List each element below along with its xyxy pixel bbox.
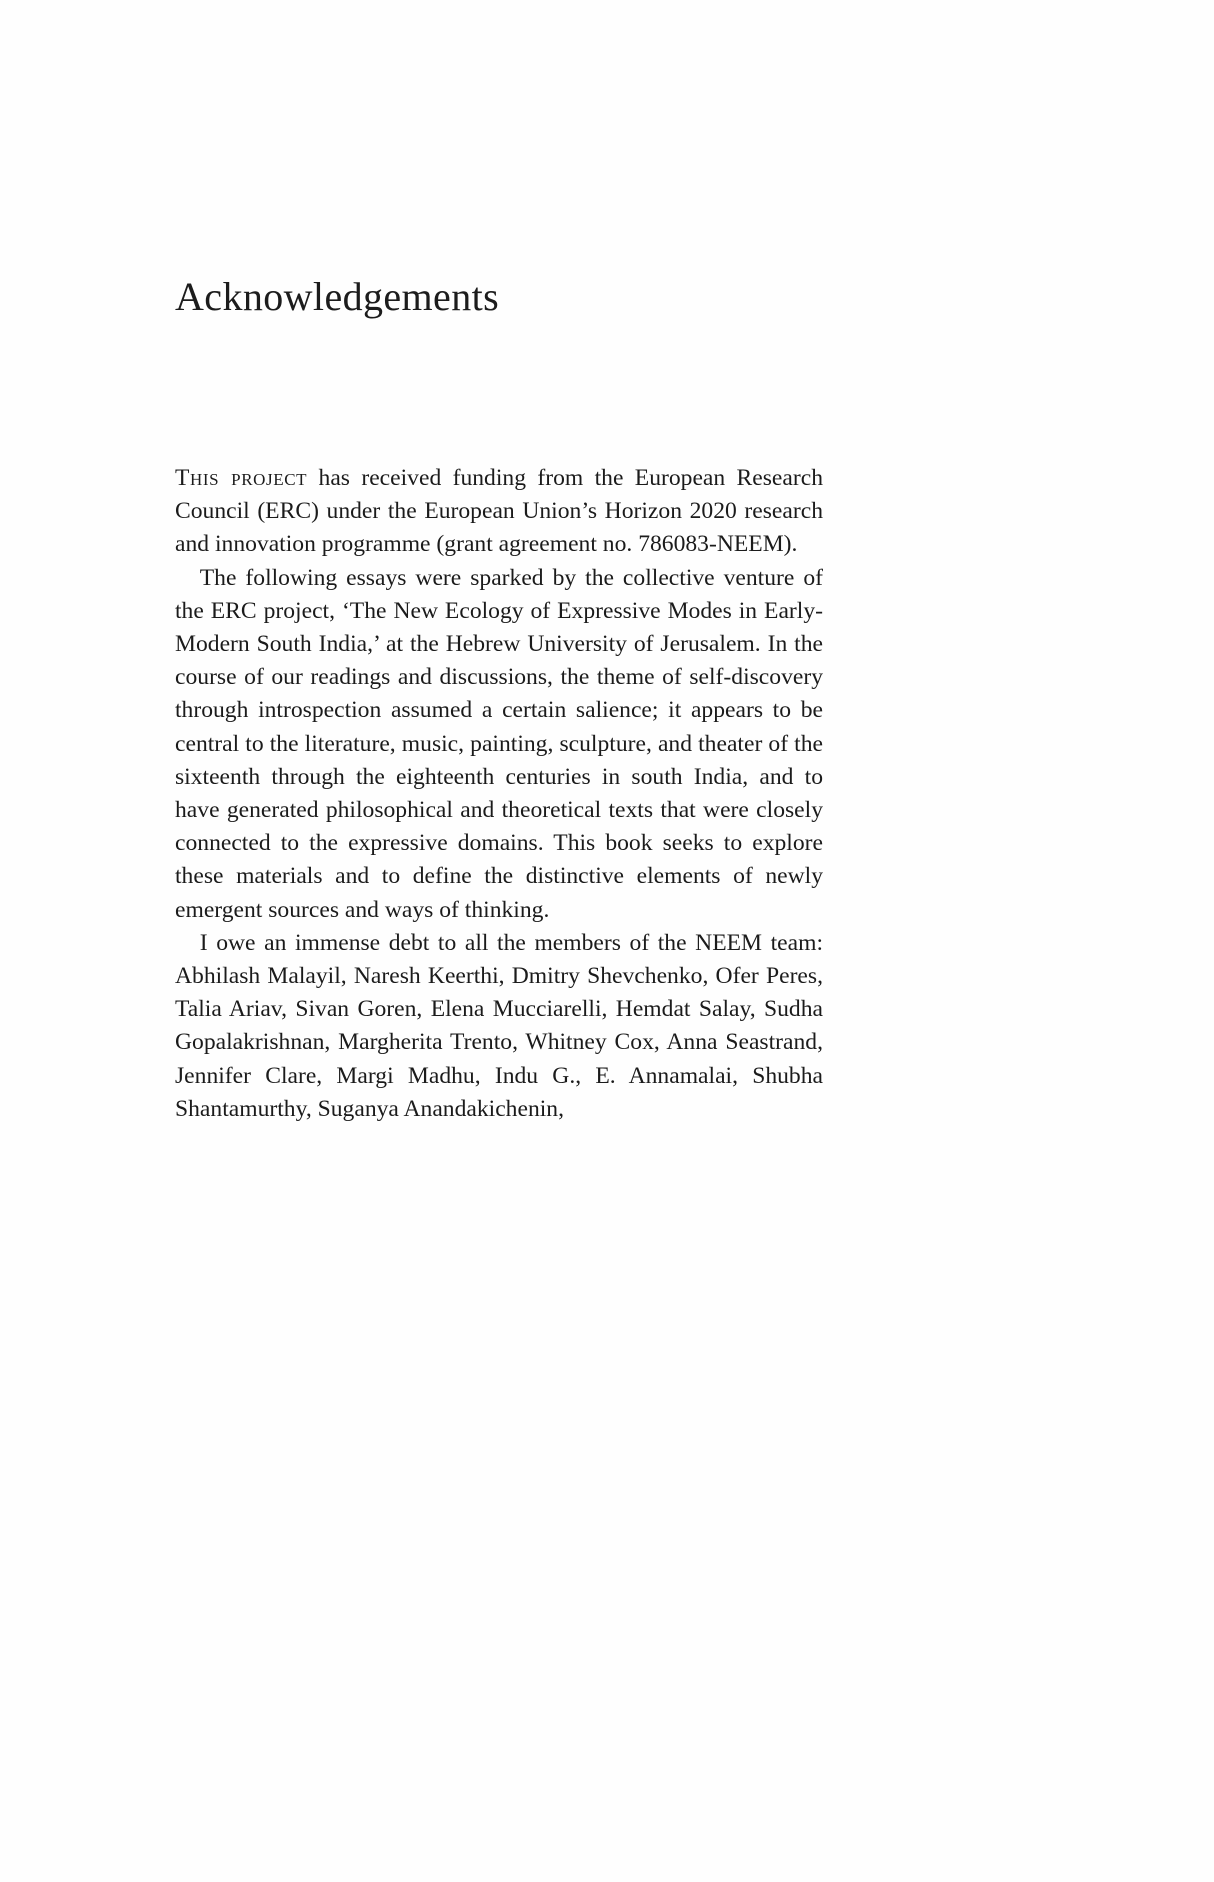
paragraph-funding-text: has received funding from the European Research Council (ERC) under the European Union’s Horizon 2020 research and innovation programme (grant agreement no. 786083-NEEM). [175,465,824,558]
paragraph-opening-smallcaps: This project [175,465,308,491]
paragraph-funding [175,462,823,562]
paragraph-project-description: The following essays were sparked by the collective venture of the ERC project, ‘The New Ecology of Expressive Modes in Early-Modern South India,’ at the Hebrew University of Jerusalem. In the course of our readings and discussions, the theme of self-discovery through introspection assumed a certain salience; it appears to be central to the literature, music, painting, sculpture, and theater of the sixteenth through the eighteenth centuries in south India, and to have generated philosophical and theoretical texts that were closely connected to the expressive domains. This book seeks to explore these materials and to define the distinctive elements of newly emergent sources and ways of thinking. [175,564,823,923]
paragraph-thanks-team: I owe an immense debt to all the members of the NEEM team: Abhilash Malayil, Naresh Keerthi, Dmitry Shevchenko, Ofer Peres, Talia Ariav, Sivan Goren, Elena Mucciarelli, Hemdat Salay, Sudha Gopalakrishnan, Margherita Trento, Whitney Cox, Anna Seastrand, Jennifer Clare, Margi Madhu, Indu G., E. Annamalai, Shubha Shantamurthy, Suganya Anandakichenin, [175,929,823,1122]
body-copy [175,462,823,1126]
page-title: Acknowledgements [175,274,500,319]
